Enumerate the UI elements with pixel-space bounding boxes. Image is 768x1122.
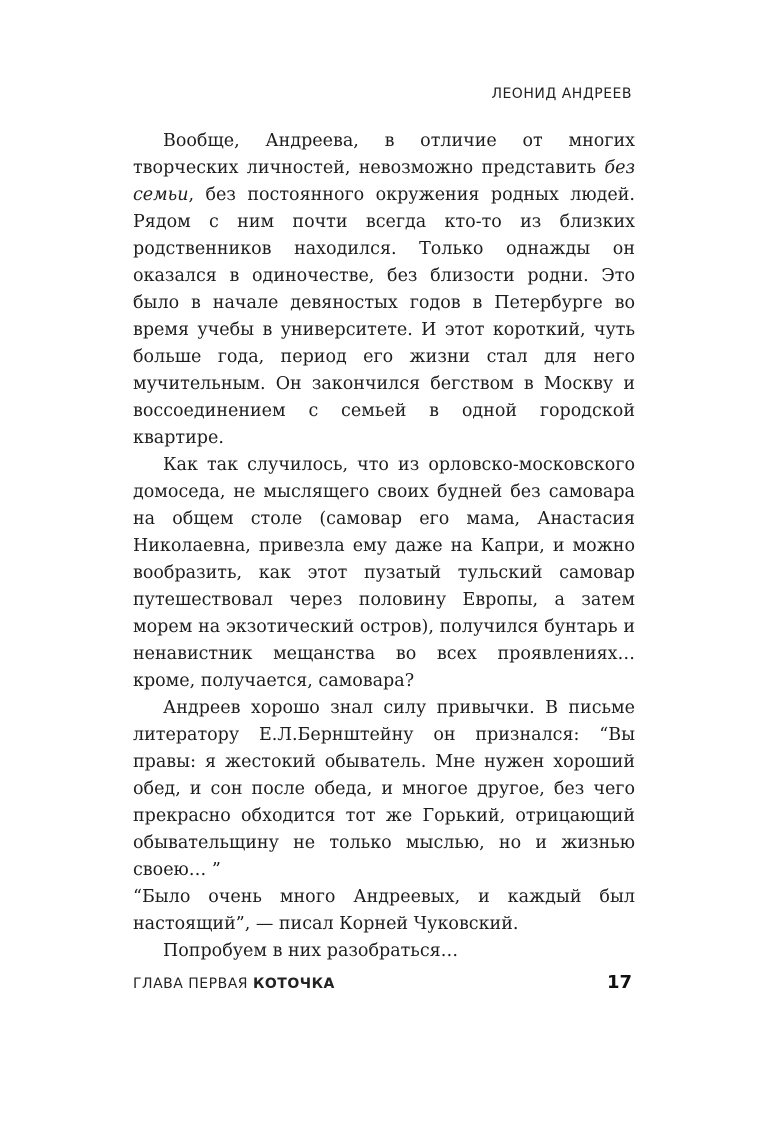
chapter-footer (133, 976, 335, 992)
body-text (133, 128, 635, 965)
paragraph-4-quote: “Было очень много Андреевых, и каждый был настоящий”, — писал Корней Чуковский. (133, 887, 635, 934)
chapter-title: КОТОЧКА (252, 976, 335, 992)
paragraph-2: Как так случилось, что из орловско-московского домоседа, не мыслящего своих будней без самовара на общем столе (самовар его мама, Анастасия Николаевна, привезла ему даже на Капри, и можно вообразить, как этот пузатый тульский самовар путешествовал через половину Европы, а затем морем на экзотический остров), получился бунтарь и ненавистник мещанства во всех проявлениях… кроме, получается, самовара? (133, 455, 635, 691)
paragraph-1-italic-phrase: без семьи (133, 158, 635, 205)
running-header: ЛЕОНИД АНДРЕЕВ (491, 86, 632, 102)
chapter-label: ГЛАВА ПЕРВАЯ (133, 976, 248, 992)
paragraph-3: Андреев хорошо знал силу привычки. В письме литератору Е.Л.Бернштейну он признался: “Вы правы: я жестокий обыватель. Мне нужен хороший обед, и сон после обеда, и многое другое, без чего прекрасно обходится тот же Горький, отрицающий обывательщину не только мыслью, но и жизнью своею… ” (133, 698, 635, 880)
page-number: 17 (606, 972, 632, 993)
paragraph-1-text-start: Вообще, Андреева, в отличие от многих творческих личностей, невозможно представить (133, 131, 635, 178)
paragraph-1-text-end: , без постоянного окружения родных людей. Рядом с ним почти всегда кто-то из близких родственников находился. Только однажды он оказался в одиночестве, без близости родни. Это было в начале девяностых годов в Петербурге во время учебы в университете. И этот короткий, чуть больше года, период его жизни стал для него мучительным. Он закончился бегством в Москву и воссоединением с семьей в одной городской квартире. (133, 185, 635, 448)
paragraph-1 (133, 128, 635, 452)
paragraph-5: Попробуем в них разобраться… (163, 941, 459, 961)
